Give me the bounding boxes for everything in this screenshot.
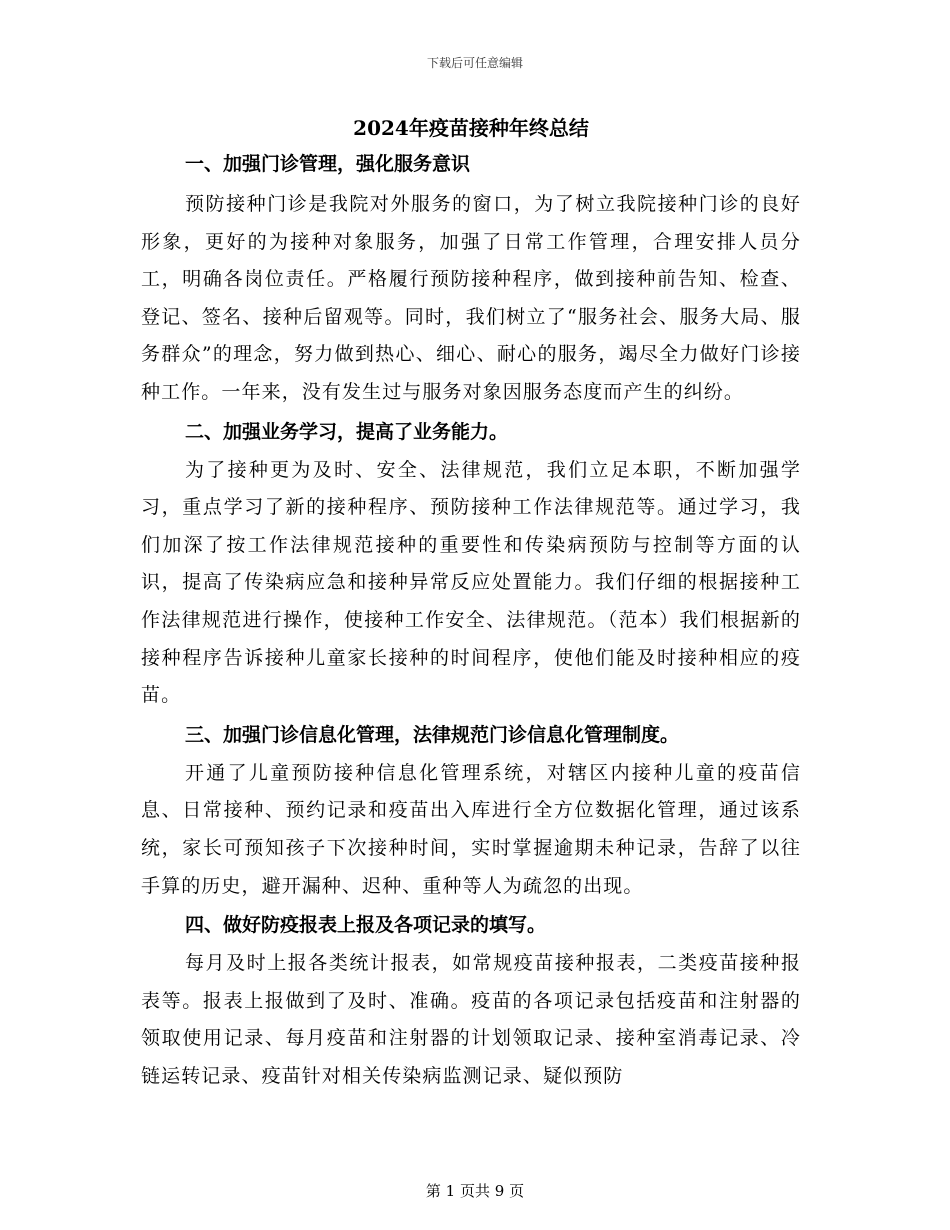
document-body xyxy=(141,112,801,1095)
page-number-footer: 第 1 页共 9 页 xyxy=(425,1182,525,1200)
section-1-paragraph: 预防接种门诊是我院对外服务的窗口，为了树立我院接种门诊的良好形象，更好的为接种对象服务，加强了日常工作管理，合理安排人员分工，明确各岗位责任。严格履行预防接种程序，做到接种前告知、检查、登记、签名、接种后留观等。同时，我们树立了“服务社会、服务大局、服务群众”的理念，努力做到热心、细心、耐心的服务，竭尽全力做好门诊接种工作。一年来，没有发生过与服务对象因服务态度而产生的纠纷。 xyxy=(141,193,801,403)
document-title: 2024年疫苗接种年终总结 xyxy=(353,116,589,140)
section-4-paragraph: 每月及时上报各类统计报表，如常规疫苗接种报表，二类疫苗接种报表等。报表上报做到了及时、准确。疫苗的各项记录包括疫苗和注射器的领取使用记录、每月疫苗和注射器的计划领取记录、接种室消毒记录、冷链运转记录、疫苗针对相关传染病监测记录、疑似预防 xyxy=(141,952,801,1087)
section-heading-1: 一、加强门诊管理，强化服务意识 xyxy=(185,153,471,175)
section-3-paragraph: 开通了儿童预防接种信息化管理系统，对辖区内接种儿童的疫苗信息、日常接种、预约记录和疫苗出入库进行全方位数据化管理，通过该系统，家长可预知孩子下次接种时间，实时掌握逾期未种记录，告辞了以往手算的历史，避开漏种、迟种、重种等人为疏忽的出现。 xyxy=(141,761,801,897)
section-heading-4: 四、做好防疫报表上报及各项记录的填写。 xyxy=(185,914,547,937)
section-2-paragraph: 为了接种更为及时、安全、法律规范，我们立足本职，不断加强学习，重点学习了新的接种程序、预防接种工作法律规范等。通过学习，我们加深了按工作法律规范接种的重要性和传染病预防与控制等方面的认识，提高了传染病应急和接种异常反应处置能力。我们仔细的根据接种工作法律规范进行操作，使接种工作安全、法律规范。（范本）我们根据新的接种程序告诉接种儿童家长接种的时间程序，使他们能及时接种相应的疫苗。 xyxy=(141,458,801,707)
page-header-note: 下载后可任意编辑 xyxy=(426,56,523,70)
section-heading-2: 二、加强业务学习，提高了业务能力。 xyxy=(185,420,509,443)
section-heading-3: 三、加强门诊信息化管理，法律规范门诊信息化管理制度。 xyxy=(185,723,680,746)
